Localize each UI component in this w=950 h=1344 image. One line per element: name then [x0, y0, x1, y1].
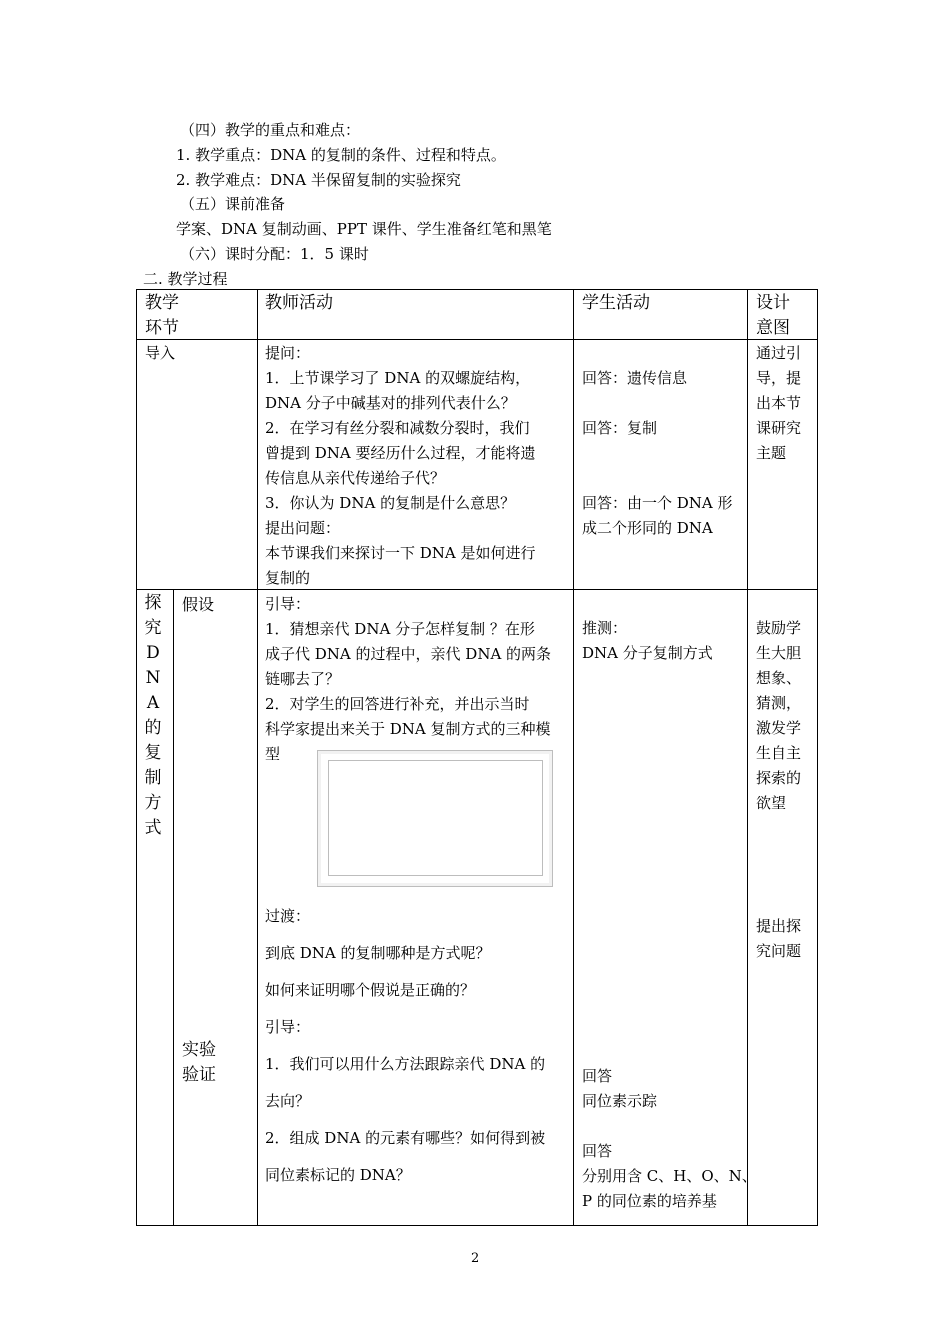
design-explore-top: 鼓励学 生大胆 想象、 猜测， 激发学 生自主 探索的 欲望 [756, 619, 802, 812]
teacher-intro: 提问： 1．上节课学习了 DNA 的双螺旋结构， DNA 分子中碱基对的排列代表什么？ 2．在学习有丝分裂和减数分裂时，我们 曾提到 DNA 要经历什么过程，才能将遗 传信息从亲代传递给子代？ 3．你认为 DNA 的复制是什么意思？ 提出问题： 本节课我们来探讨一下 DNA 是如何进行 复制的 [265, 344, 536, 587]
preparation-text: 学案、DNA 复制动画、PPT 课件、学生准备红笔和黑笔 [176, 220, 552, 238]
section-title: 二. 教学过程 [143, 270, 228, 288]
model-figure [317, 750, 553, 887]
table-border [136, 289, 818, 290]
table-border [136, 289, 137, 1225]
table-border [173, 589, 174, 1225]
table-border [136, 1225, 818, 1226]
student-intro-a3: 回答：由一个 DNA 形 成二个形同的 DNA [582, 494, 733, 537]
design-explore-bottom: 提出探 究问题 [756, 917, 802, 960]
stage-explore-vertical: 探 究 D N A 的 复 制 方 式 [144, 593, 162, 838]
heading-preparation: （五）课前准备 [180, 195, 286, 213]
table-border [257, 289, 258, 1225]
header-stage: 教学 环节 [145, 293, 179, 338]
student-intro-a2: 回答：复制 [582, 419, 658, 437]
sub-stage-experiment: 实验 验证 [182, 1040, 216, 1085]
key-point-2: 2. 教学难点：DNA 半保留复制的实验探究 [176, 171, 461, 189]
student-intro-a1: 回答：遗传信息 [582, 369, 688, 387]
teacher-explore-bottom: 过渡： 到底 DNA 的复制哪种是方式呢？ 如何来证明哪个假说是正确的？ 引导： 1．我们可以用什么方法跟踪亲代 DNA 的 去向？ 2．组成 DNA 的元素有哪些？如何得到被 同位素标记的 DNA？ [265, 907, 546, 1184]
key-point-1: 1. 教学重点：DNA 的复制的条件、过程和特点。 [176, 146, 506, 164]
student-explore-bottom: 回答 同位素示踪 回答 分别用含 C、H、O、N、 P 的同位素的培养基 [582, 1067, 757, 1210]
heading-schedule: （六）课时分配：1．5 课时 [180, 245, 369, 263]
student-explore-top: 推测： DNA 分子复制方式 [582, 619, 713, 662]
model-figure-frame [328, 760, 543, 876]
table-border [573, 289, 574, 1225]
table-border [817, 289, 818, 1225]
header-student: 学生活动 [582, 293, 650, 313]
design-intro: 通过引 导，提 出本节 课研究 主题 [756, 344, 802, 462]
table-border [136, 339, 818, 340]
teacher-explore-top: 引导： 1．猜想亲代 DNA 分子怎样复制 ？在形 成子代 DNA 的过程中，亲代 DNA 的两条 链哪去了？ 2．对学生的回答进行补充，并出示当时 科学家提出来关于 DNA 复制方式的三种模 型 [265, 595, 552, 763]
header-teacher: 教师活动 [265, 293, 333, 313]
heading-key-points: （四）教学的重点和难点： [180, 121, 361, 139]
page-number: 2 [471, 1251, 480, 1266]
sub-stage-hypothesis: 假设 [182, 595, 215, 614]
header-design: 设计 意图 [756, 293, 790, 338]
stage-intro: 导入 [145, 344, 176, 362]
